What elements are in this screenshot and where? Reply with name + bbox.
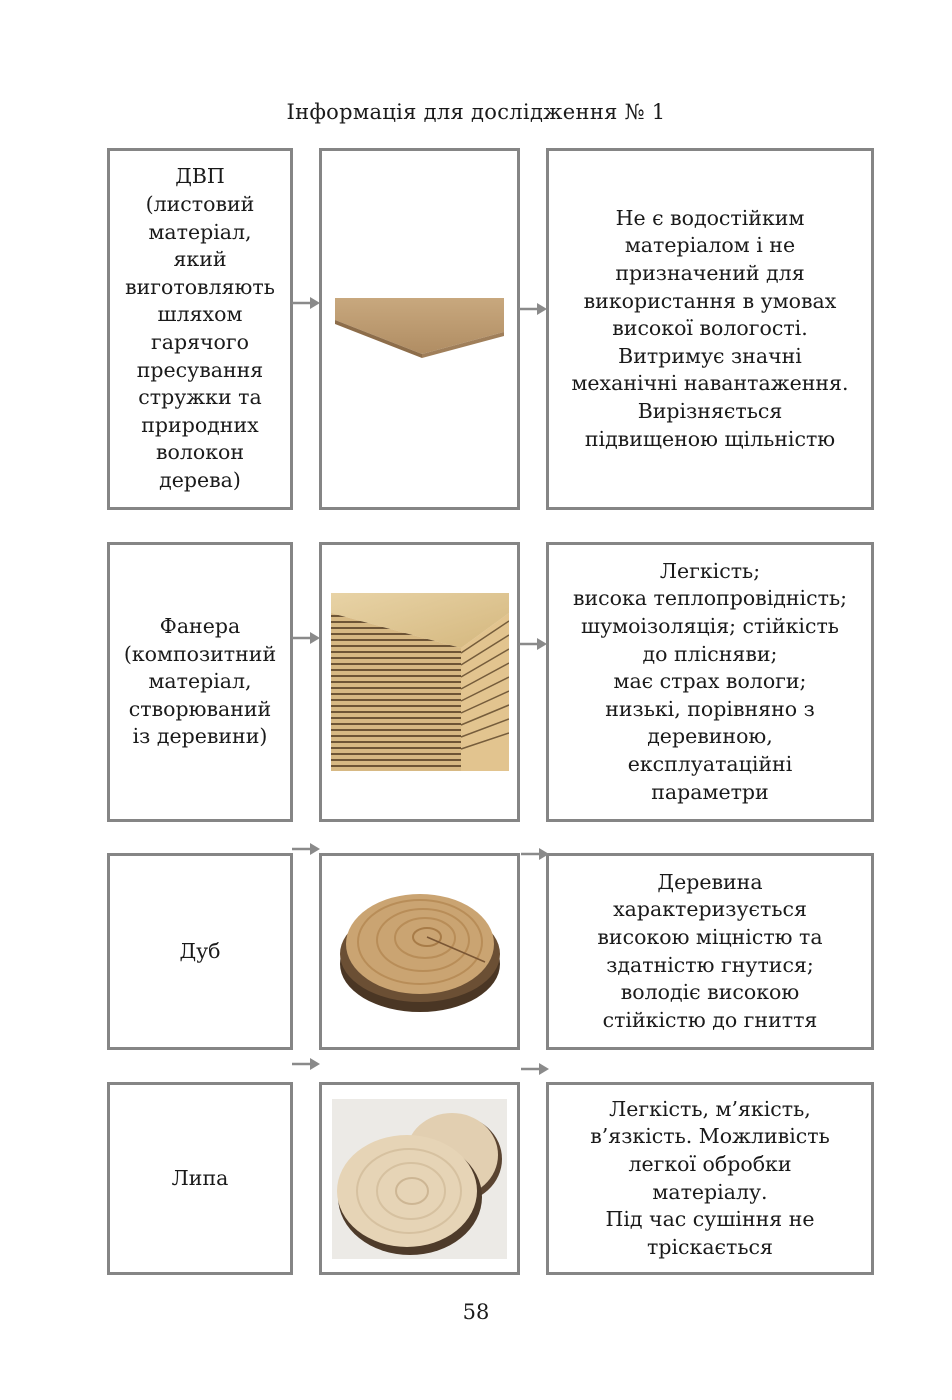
material-image-cell [319,542,520,822]
arrow-right-icon [519,638,547,650]
material-image-cell [319,148,520,510]
material-name-cell [107,1082,293,1275]
material-name-cell [107,853,293,1050]
page-title: Інформація для дослідження № 1 [286,100,666,124]
arrow-right-icon [519,303,547,315]
material-description-cell [546,1082,874,1275]
page-number: 58 [462,1300,490,1324]
material-description: Деревина характеризується високою міцністю та здатністю гнутися; володіє високою стійкістю до гниття [597,869,823,1032]
material-name: ДВП (листовий матеріал, який виготовляють шляхом гарячого пресування стружки та природних волокон дерева) [125,164,275,492]
material-description: Легкість; висока теплопровідність; шумоізоляція; стійкість до плісняви; має страх вологи; низькі, порівняно з деревиною, експлуатаційні параметри [572,558,848,804]
arrow-right-icon [292,843,320,855]
plywood-stack-image [331,593,509,771]
material-name: Фанера (композитний матеріал, створюваний із деревини) [123,614,277,749]
arrow-right-icon [292,1058,320,1070]
material-image-cell [319,853,520,1050]
arrow-right-icon [292,297,320,309]
material-description: Легкість, м’якість, в’язкість. Можливість легкої обробки матеріалу. Під час сушіння не тріскається [590,1096,830,1259]
material-name: Дуб [179,938,221,963]
material-description-cell [546,542,874,822]
arrow-right-icon [521,848,549,860]
arrow-right-icon [292,632,320,644]
arrow-right-icon [521,1063,549,1075]
material-image-cell [319,1082,520,1275]
oak-slice-image [335,882,505,1022]
material-name: Липа [171,1165,229,1190]
linden-slices-image [332,1099,507,1259]
material-description: Не є водостійким матеріалом і не призначений для використання в умовах високої вологості. Витримує значні механічні навантаження. Вирізняється підвищеною щільністю [571,205,849,451]
material-description-cell [546,853,874,1050]
material-name-cell [107,542,293,822]
material-description-cell [546,148,874,510]
fiberboard-sheet-image [332,294,507,364]
material-name-cell [107,148,293,510]
